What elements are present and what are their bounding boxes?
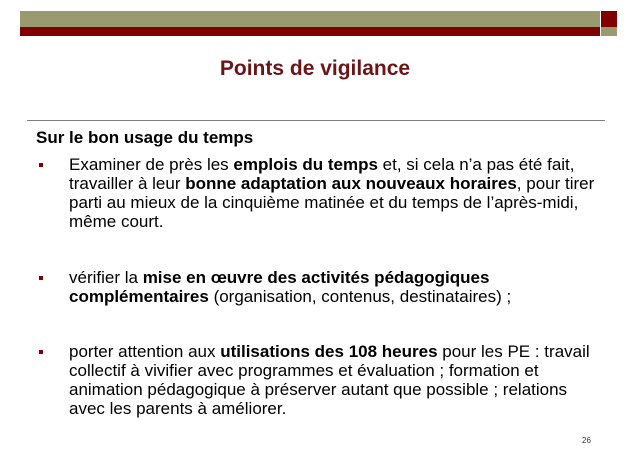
bullet-text-emphasis: utilisations des 108 heures — [220, 342, 438, 361]
bullet-text-emphasis: emplois du temps — [233, 155, 378, 174]
bullet-text — [69, 342, 606, 418]
divider-line — [27, 120, 605, 121]
bullet-text-emphasis: mise en œuvre des activités pédagogiques complémentaires — [69, 268, 490, 306]
bullet-text-segment: et, si cela n’a pas été fait, travailler à leur — [69, 155, 575, 193]
bullet-text-segment: pour les PE : travail collectif à vivifier avec programmes et évaluation ; formation et animation pédagogique à préserver autant que possible ; relations avec les parents à améliorer. — [69, 342, 590, 418]
header-square-maroon — [601, 11, 617, 27]
bullet-text-segment: , pour tirer parti au mieux de la cinquième matinée et du temps de l’après-midi, même court. — [69, 174, 595, 231]
bullet-text-segment: vérifier la — [69, 268, 143, 287]
bullet-text — [69, 268, 606, 306]
bullet-item-3 — [36, 342, 606, 418]
bullet-item-1 — [36, 155, 606, 231]
bullet-item-2 — [36, 268, 606, 306]
header-band-maroon — [20, 27, 600, 36]
page-number: 26 — [582, 436, 591, 445]
bullet-marker — [39, 350, 43, 354]
slide-title: Points de vigilance — [219, 57, 411, 80]
header-square-olive — [601, 27, 617, 36]
bullet-text-segment: porter attention aux — [69, 342, 221, 361]
section-heading: Sur le bon usage du temps — [36, 128, 254, 147]
header-band-olive — [20, 11, 600, 27]
bullet-marker — [39, 163, 43, 167]
bullet-text-segment: (organisation, contenus, destinataires) ; — [208, 287, 512, 306]
bullet-marker — [39, 276, 43, 280]
bullet-text-segment: Examiner de près les — [69, 155, 234, 174]
bullet-text-emphasis: bonne adaptation aux nouveaux horaires — [185, 174, 517, 193]
bullet-text — [69, 155, 606, 231]
